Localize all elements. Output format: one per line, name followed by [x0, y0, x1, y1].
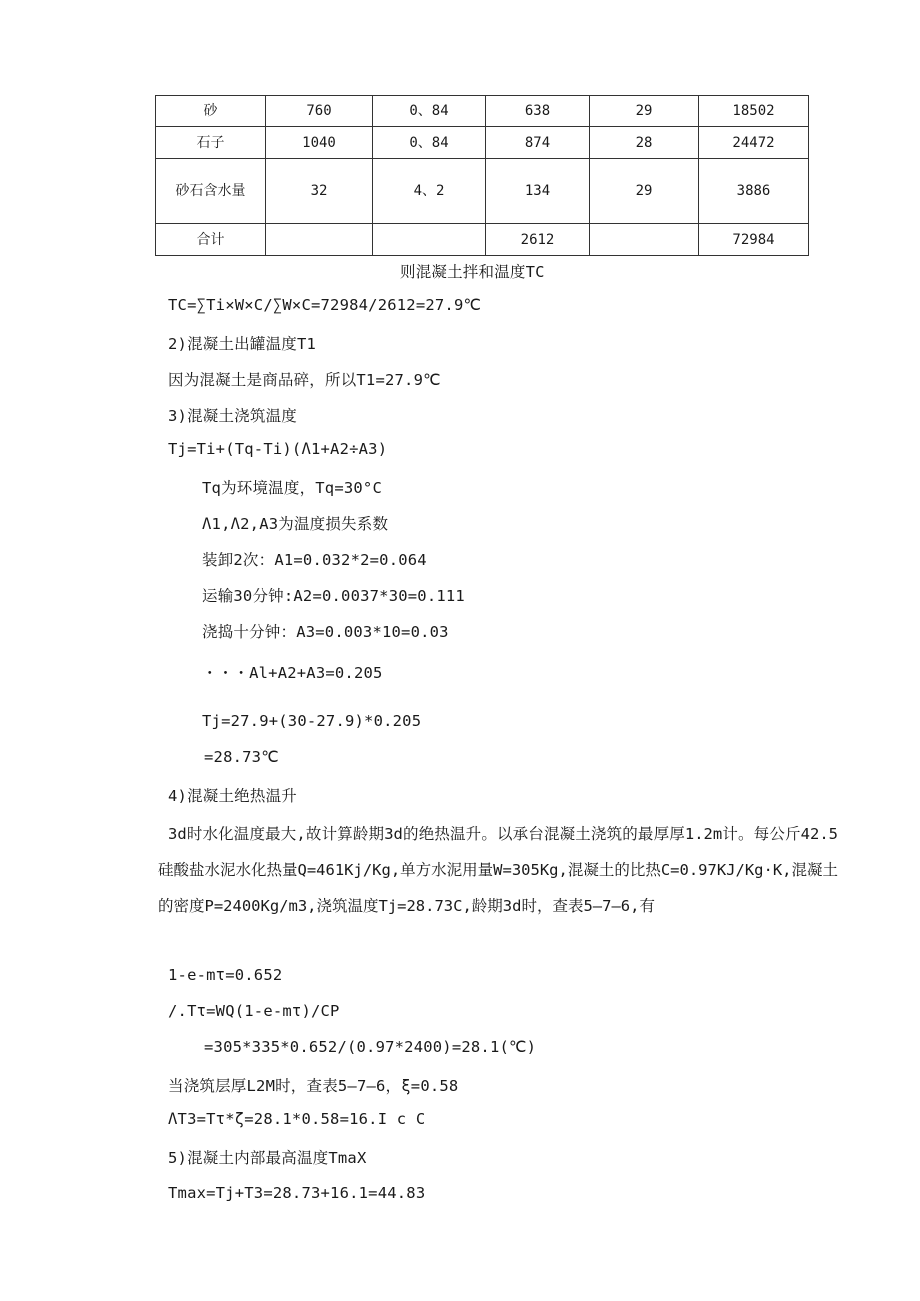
table-row: [156, 224, 809, 256]
table-cell: 18502: [699, 96, 809, 127]
section-3-title: 3)混凝土浇筑温度: [168, 407, 297, 425]
table-cell: 28: [590, 127, 699, 159]
a2-calculation: 运输30分钟:A2=0.0037*30=0.111: [202, 587, 465, 605]
t-tau-formula: /.Tτ=WQ(1-e-mτ)/CP: [168, 1002, 340, 1020]
tj-calculation: Tj=27.9+(30-27.9)*0.205: [202, 712, 422, 730]
a1-calculation: 装卸2次：A1=0.032*2=0.064: [202, 551, 427, 569]
section-2-text: 因为混凝土是商品碎，所以T1=27.9℃: [168, 371, 441, 389]
table-caption: 则混凝土拌和温度TC: [400, 263, 545, 281]
section-5-title: 5)混凝土内部最高温度TmaX: [168, 1149, 367, 1167]
table-cell: 0、84: [373, 127, 486, 159]
table-cell: 砂石含水量: [156, 159, 266, 224]
tc-formula: TC=∑Ti×W×C/∑W×C=72984/2612=27.9℃: [168, 296, 482, 314]
a3-calculation: 浇捣十分钟：A3=0.003*10=0.03: [202, 623, 449, 641]
table-cell: 1040: [266, 127, 373, 159]
table-cell: [266, 224, 373, 256]
table-cell: 72984: [699, 224, 809, 256]
tj-formula: Tj=Ti+(Tq-Ti)(Λ1+A2÷A3): [168, 440, 388, 458]
exponent-value: 1-e-mτ=0.652: [168, 966, 283, 984]
tj-result: =28.73℃: [204, 748, 279, 766]
table-cell: [590, 224, 699, 256]
table-cell: 石子: [156, 127, 266, 159]
t-tau-calculation: =305*335*0.652/(0.97*2400)=28.1(℃): [204, 1038, 537, 1056]
section-4-paragraph: 3d时水化温度最大,故计算龄期3d的绝热温升。以承台混凝土浇筑的最厚厚1.2m计。每公斤42.5硅酸盐水泥水化热量Q=461Kj/Kg,单方水泥用量W=305Kg,混凝土的比热C=0.97KJ/Kg·K,混凝土的密度P=2400Kg/m3,浇筑温度Tj=28.73C,龄期3d时，查表5—7—6,有: [158, 825, 838, 915]
tq-definition: Tq为环境温度，Tq=30°C: [202, 479, 382, 497]
table-cell: 29: [590, 159, 699, 224]
table-cell: 32: [266, 159, 373, 224]
table-cell: 24472: [699, 127, 809, 159]
table-cell: [373, 224, 486, 256]
section-4-title: 4)混凝土绝热温升: [168, 787, 297, 805]
table-cell: 4、2: [373, 159, 486, 224]
table-cell: 砂: [156, 96, 266, 127]
table-cell: 2612: [486, 224, 590, 256]
table-cell: 760: [266, 96, 373, 127]
table-cell: 134: [486, 159, 590, 224]
table-cell: 874: [486, 127, 590, 159]
table-cell: 638: [486, 96, 590, 127]
mix-temperature-table: [155, 95, 809, 256]
t3-line: ΛT3=Tτ*ζ=28.1*0.58=16.I c C: [168, 1110, 426, 1128]
table-row: [156, 127, 809, 159]
loss-coefficient-definition: Λ1,Λ2,A3为温度损失系数: [202, 515, 389, 533]
table-row: [156, 96, 809, 127]
table-cell: 29: [590, 96, 699, 127]
a-sum: ・・・Al+A2+A3=0.205: [202, 664, 383, 682]
table-cell: 合计: [156, 224, 266, 256]
table-row: [156, 159, 809, 224]
table-cell: 3886: [699, 159, 809, 224]
tmax-line: Tmax=Tj+T3=28.73+16.1=44.83: [168, 1184, 426, 1202]
xi-line: 当浇筑层厚L2M时，查表5—7—6，ξ=0.58: [168, 1077, 459, 1095]
section-2-title: 2)混凝土出罐温度T1: [168, 335, 317, 353]
table-cell: 0、84: [373, 96, 486, 127]
